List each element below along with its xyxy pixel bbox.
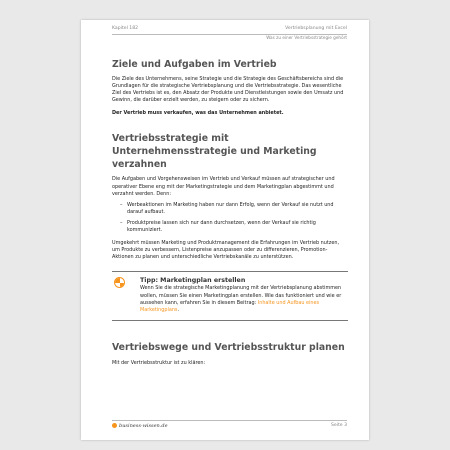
page-number: Seite 3 bbox=[330, 423, 347, 428]
tip-link-suffix: . bbox=[177, 306, 180, 313]
logo-dot-icon bbox=[112, 423, 117, 428]
page-content bbox=[112, 58, 348, 367]
document-page bbox=[81, 20, 369, 440]
paragraph-goals: Die Ziele des Unternehmens, seine Strategie und die Strategie des Geschäftsbereichs sind die Grundlagen für die strategische Vertriebsplanung und die Vertriebsstrategie. Das wesentliche Ziel des Vertriebs ist es, den Absatz der Produkte und Dienstleistungen sowie den Umsatz und Gewinn, die darüber erzielt werden, zu steigern oder zu sichern. bbox=[112, 76, 344, 104]
tip-body bbox=[140, 276, 348, 313]
footer-divider bbox=[112, 420, 347, 421]
paragraph-strategy-2: Umgekehrt müssen Marketing und Produktmanagement die Erfahrungen im Vertrieb nutzen, um Produkte zu verbessern, Listenpreise anzupassen oder zu differenzieren, Promotion-Aktionen zu planen und unterschiedliche Vertriebskanäle zu unterstützen. bbox=[112, 240, 340, 261]
tip-box bbox=[112, 271, 348, 320]
tip-title: Tipp: Marketingplan erstellen bbox=[140, 277, 246, 285]
list-item: – Werbeaktionen im Marketing haben nur dann Erfolg, wenn der Verkauf sie nutzt und darauf aufbaut. bbox=[112, 202, 348, 216]
paragraph-strategy-1: Die Aufgaben und Vorgehensweisen im Vertrieb und Verkauf müssen auf strategischer und operativer Ebene eng mit der Marketingstrategie und dem Marketingplan abgestimmt und verzahnt werden. Denn: bbox=[112, 176, 335, 197]
heading-strategy: Vertriebsstrategie mit Unternehmensstrategie und Marketing verzahnen bbox=[112, 133, 317, 171]
tip-text-body: Wenn Sie die strategische Marketingplanung mit der Vertriebsplanung abstimmen wollen, müssen Sie einen Marketingplan erstellen. Wie das funktioniert und wie er aussehen kann, erfahren Sie in diesem Beitrag: bbox=[140, 285, 342, 306]
heading-goals: Ziele und Aufgaben im Vertrieb bbox=[112, 59, 277, 70]
footer-logo-text: business-wissen.de bbox=[119, 423, 168, 429]
header-title: Vertriebsplanung mit Excel bbox=[285, 26, 347, 31]
paragraph-channels: Mit der Vertriebsstruktur ist zu klären: bbox=[112, 359, 206, 366]
list-item: – Produktpreise lassen sich nur dann durchsetzen, wenn der Verkauf sie richtig kommuniziert. bbox=[112, 220, 348, 234]
header-subtitle: Was zu einer Vertriebsstrategie gehört bbox=[266, 35, 347, 40]
header-chapter: Kapitel 182 bbox=[112, 26, 139, 31]
emphasis-goals: Der Vertrieb muss verkaufen, was das Unternehmen anbietet. bbox=[112, 110, 284, 117]
bullet-list bbox=[112, 202, 348, 234]
footer-logo bbox=[112, 423, 168, 429]
tip-text bbox=[140, 285, 348, 313]
heading-channels: Vertriebswege und Vertriebsstruktur planen bbox=[112, 341, 345, 353]
tip-icon bbox=[114, 277, 125, 288]
tip-link[interactable]: Inhalte und Aufbau eines Marketingplans bbox=[140, 299, 320, 313]
